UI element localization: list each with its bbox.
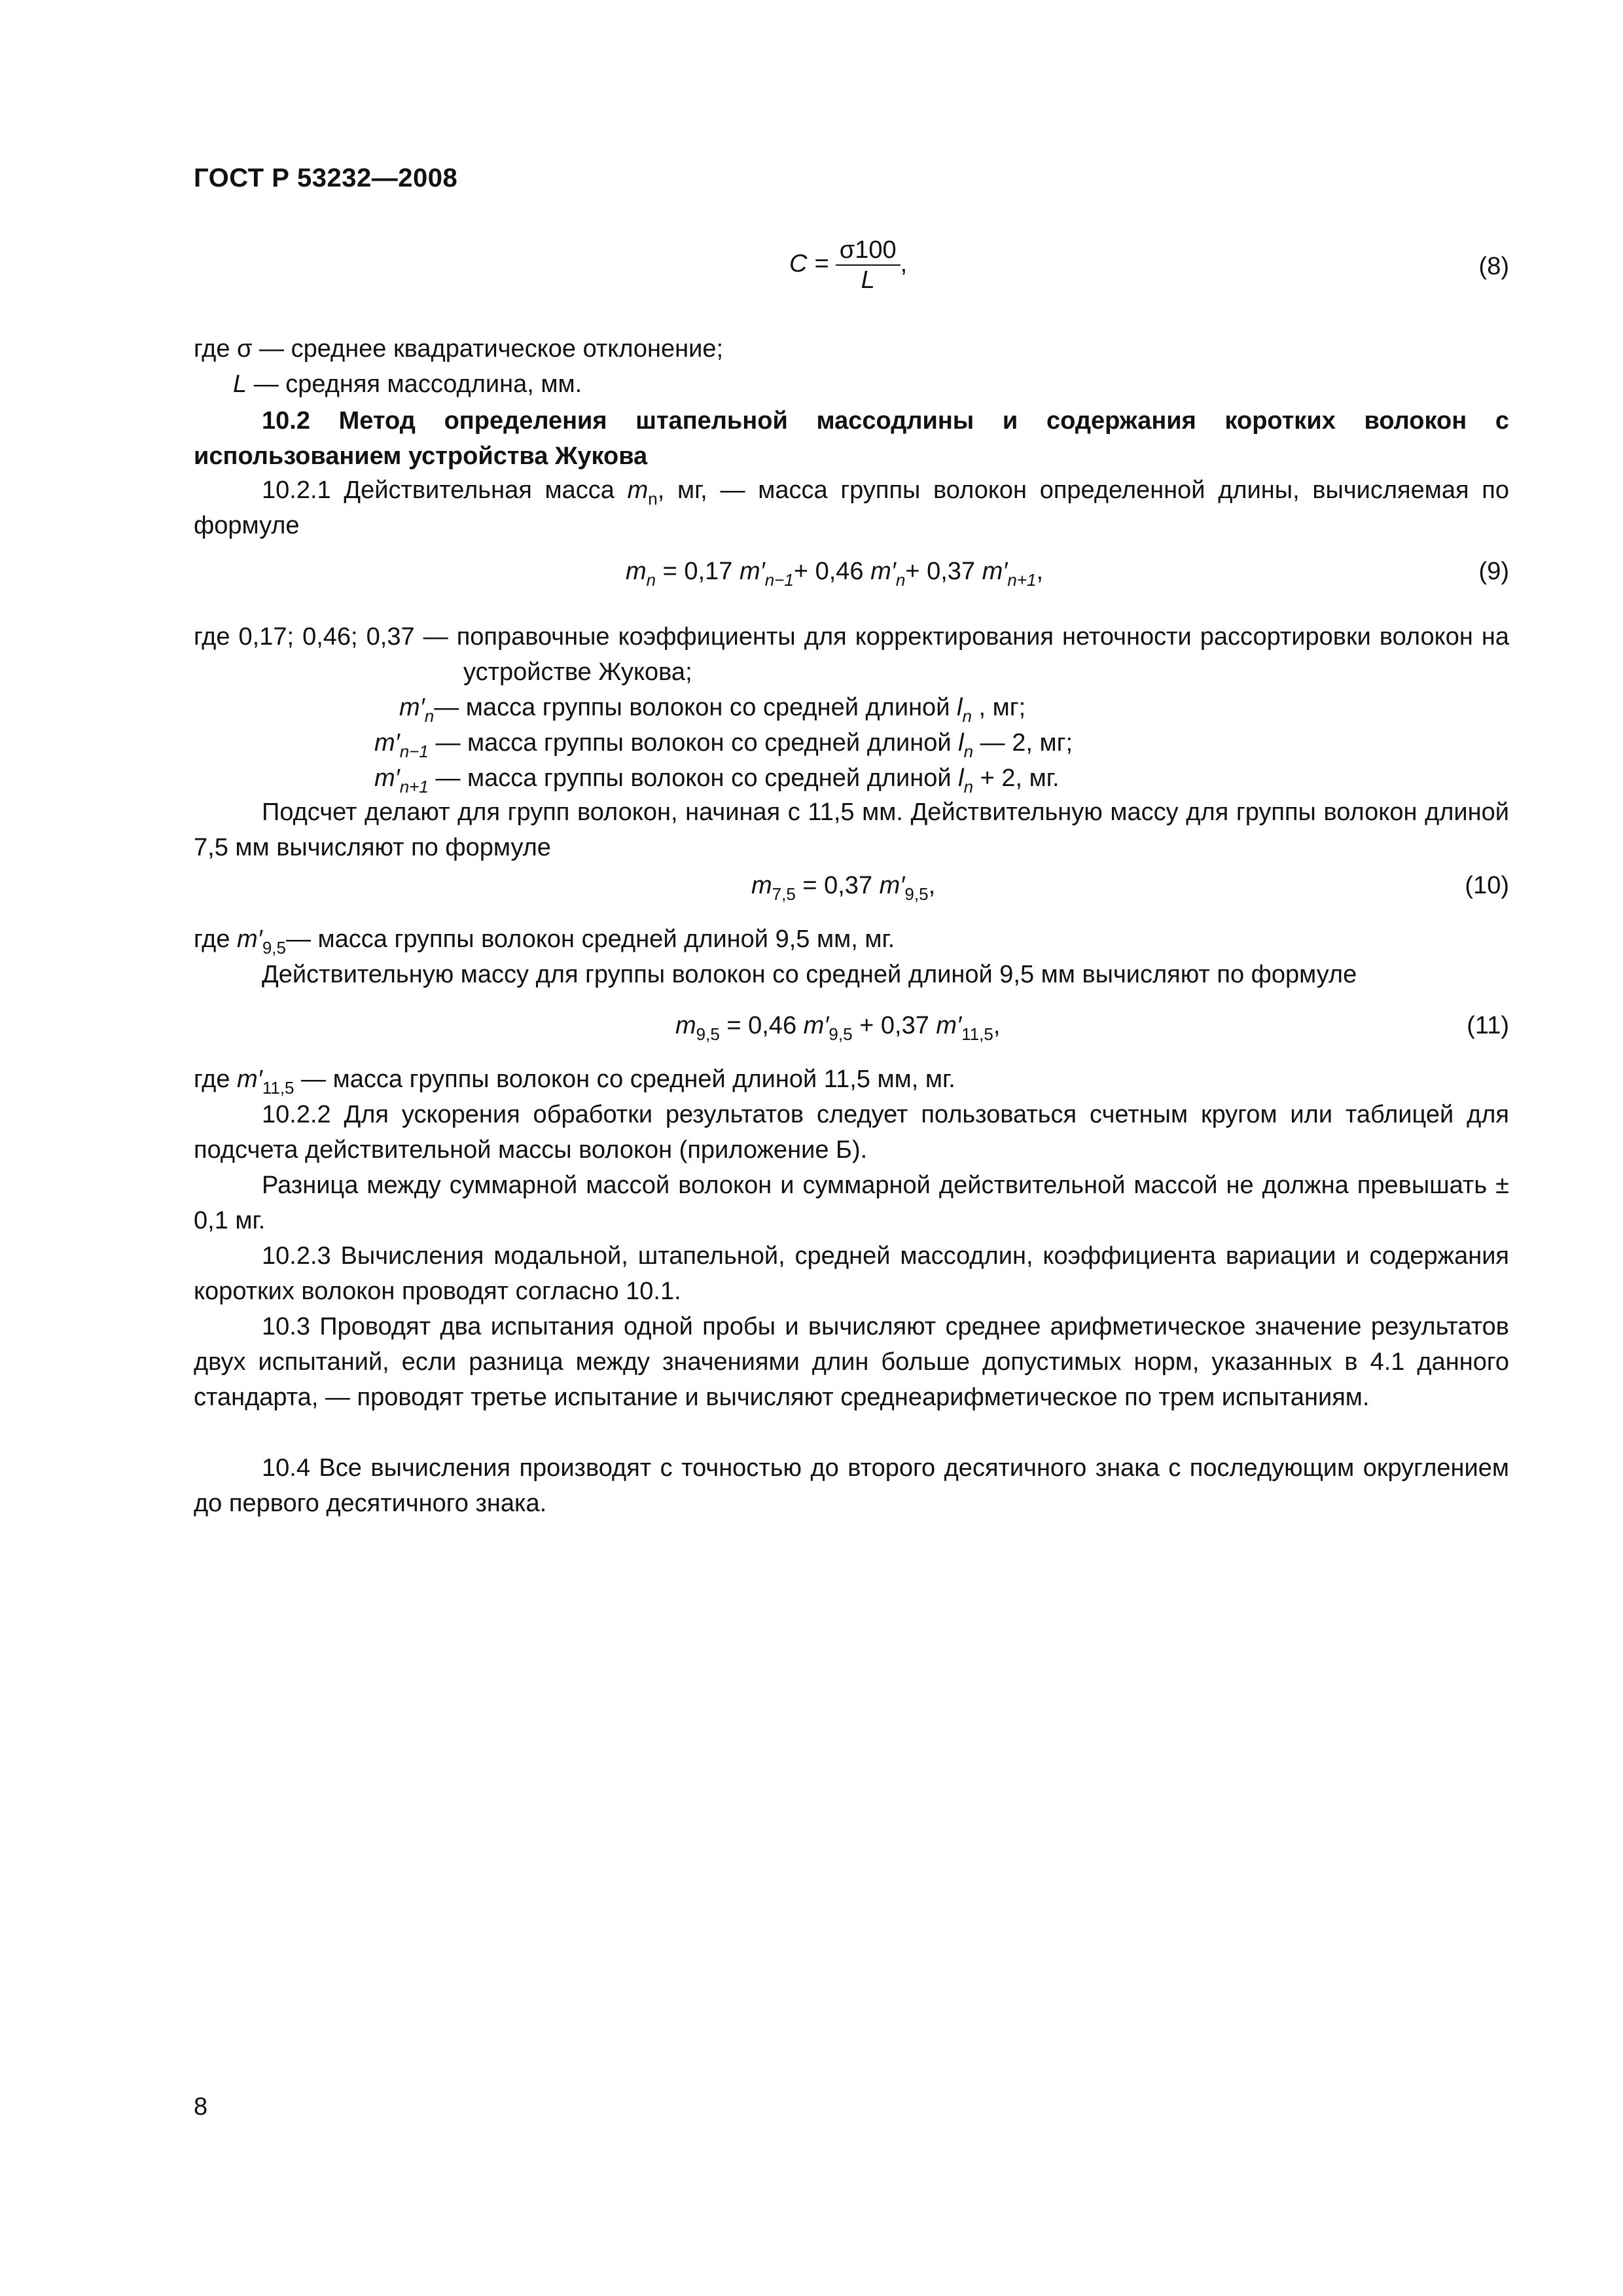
paragraph-10-4: 10.4 Все вычисления производят с точностью до второго десятичного знака с последующим округлением до первого десятичного знака.: [194, 1454, 1509, 1517]
where11-a: где: [194, 1066, 238, 1093]
where-10: [194, 922, 895, 957]
where-9-def-2: [374, 725, 1073, 761]
eq10-t3s: 9,5: [904, 884, 929, 904]
def2-sub: n−1: [399, 742, 429, 761]
eq11-t1s: 9,5: [696, 1024, 720, 1044]
eq10-t1: m: [751, 872, 772, 899]
equation-10: [194, 868, 1509, 920]
where-9-text: где 0,17; 0,46; 0,37 — поправочные коэффициенты для корректирования неточности рассортировки волокон на устройстве Жукова;: [194, 623, 1509, 686]
equation-11: [194, 1008, 1509, 1060]
eq9-t5: m′: [870, 558, 896, 585]
eq9-t1s: n: [646, 570, 656, 590]
where-8-line-2-text: — средняя массодлина, мм.: [247, 370, 582, 398]
equation-8-denominator: L: [861, 266, 875, 294]
equation-9-formula: [626, 554, 1043, 589]
def2-l: l: [958, 729, 964, 757]
equation-8-numerator: σ100: [836, 237, 901, 266]
equation-10-number: (10): [1465, 872, 1509, 899]
where-9-def-3: [374, 761, 1060, 796]
paragraph-difference: Разница между суммарной массой волокон и суммарной действительной массой не должна превышать ± 0,1 мг.: [194, 1172, 1509, 1234]
eq9-t3: m′: [739, 558, 765, 585]
def1-a: — масса группы волокон со средней длиной: [434, 694, 957, 721]
paragraph-10-3: 10.3 Проводят два испытания одной пробы и вычисляют среднее арифметическое значение результатов двух испытаний, если разница между значениями длин больше допустимых норм, указанных в 4.1 данного стандарта, — проводят третье испытание и вычисляют среднеарифметическое по трем испытаниям.: [194, 1313, 1509, 1411]
where11-sub: 11,5: [262, 1078, 294, 1098]
eq11-t3: m′: [803, 1012, 829, 1039]
paragraph-10-2-2: 10.2.2 Для ускорения обработки результатов следует пользоваться счетным кругом или таблицей для подсчета действительной массы волокон (приложение Б).: [194, 1101, 1509, 1164]
eq11-t1: m: [675, 1012, 696, 1039]
equation-10-formula: [751, 868, 935, 903]
where10-b: — масса группы волокон средней длиной 9,5 мм, мг.: [285, 925, 895, 953]
where10-a: где: [194, 925, 238, 953]
eq11-t5: m′: [936, 1012, 962, 1039]
equation-11-number: (11): [1467, 1012, 1509, 1039]
var-L: L: [233, 370, 247, 398]
def2-b: — 2, мг;: [973, 729, 1073, 757]
def3-a: — масса группы волокон со средней длиной: [428, 764, 959, 792]
where-8-line-2: [233, 367, 582, 402]
paragraph-9-5: Действительную массу для группы волокон со средней длиной 9,5 мм вычисляют по формуле: [262, 961, 1357, 988]
eq9-t4: + 0,46: [793, 558, 871, 585]
def2-var: m′: [374, 729, 400, 757]
eq10-t1s: 7,5: [772, 884, 796, 904]
where11-var: m′: [237, 1066, 262, 1093]
section-10-2-title: 10.2 Метод определения штапельной массодлины и содержания коротких волокон с использованием устройства Жукова: [194, 407, 1509, 470]
eq11-t4: + 0,37: [852, 1012, 936, 1039]
eq9-t7: m′: [982, 558, 1008, 585]
eq9-t7s: n+1: [1007, 570, 1037, 590]
eq10-t2: = 0,37: [795, 872, 880, 899]
def2-ls: n: [963, 742, 974, 761]
page-number: 8: [194, 2093, 208, 2121]
equation-9-number: (9): [1478, 558, 1509, 585]
equation-8: [194, 237, 1509, 309]
eq11-t3s: 9,5: [829, 1024, 853, 1044]
eq9-t8: ,: [1036, 558, 1044, 585]
eq9-t6: + 0,37: [905, 558, 982, 585]
equation-8-comma: ,: [900, 250, 908, 278]
where10-sub: 9,5: [262, 938, 286, 958]
where-8-line-1: где σ — среднее квадратическое отклонение;: [194, 335, 724, 363]
p10-2-1-b: , мг, — масса группы волокон определенной длины, вычисляемая по формуле: [194, 476, 1509, 539]
eq11-t6: ,: [993, 1012, 1001, 1039]
def3-sub: n+1: [399, 777, 429, 797]
p10-2-1-var: m: [627, 476, 649, 504]
where10-var: m′: [237, 925, 262, 953]
eq10-t3: m′: [879, 872, 905, 899]
equation-8-number: (8): [1478, 253, 1509, 280]
def3-b: + 2, мг.: [973, 764, 1060, 792]
def1-sub: n: [424, 706, 435, 726]
def1-ls: n: [962, 706, 972, 726]
equation-8-lhs: C =: [789, 250, 829, 278]
def1-b: , мг;: [971, 694, 1026, 721]
paragraph-count: Подсчет делают для групп волокон, начиная с 11,5 мм. Действительную массу для группы волокон длиной 7,5 мм вычисляют по формуле: [194, 798, 1509, 861]
eq11-t2: = 0,46: [719, 1012, 804, 1039]
def3-l: l: [958, 764, 964, 792]
equation-11-formula: [675, 1008, 1000, 1043]
paragraph-10-2-3: 10.2.3 Вычисления модальной, штапельной, средней массодлин, коэффициента вариации и содержания коротких волокон проводят согласно 10.1.: [194, 1242, 1509, 1305]
where11-b: — масса группы волокон со средней длиной 11,5 мм, мг.: [294, 1066, 955, 1093]
equation-8-fraction: [836, 237, 901, 293]
where-9-coefficients: [194, 619, 1509, 690]
def1-var: m′: [399, 694, 425, 721]
def1-l: l: [956, 694, 963, 721]
p10-2-1-a: 10.2.1 Действительная масса: [262, 476, 628, 504]
where-11: [194, 1062, 955, 1097]
eq10-t4: ,: [928, 872, 936, 899]
eq9-t3s: n−1: [764, 570, 794, 590]
eq9-t2: = 0,17: [656, 558, 740, 585]
eq9-t1: m: [626, 558, 647, 585]
eq11-t5s: 11,5: [961, 1024, 993, 1044]
equation-9: [194, 554, 1509, 606]
document-header: ГОСТ Р 53232—2008: [194, 164, 458, 192]
def3-ls: n: [963, 777, 974, 797]
equation-8-formula: [789, 237, 907, 293]
paragraph-10-2-1: [194, 473, 1509, 543]
def2-a: — масса группы волокон со средней длиной: [428, 729, 959, 757]
where-9-def-1: [399, 690, 1026, 725]
p10-2-1-sub: n: [648, 489, 658, 509]
eq9-t5s: n: [895, 570, 906, 590]
def3-var: m′: [374, 764, 400, 792]
